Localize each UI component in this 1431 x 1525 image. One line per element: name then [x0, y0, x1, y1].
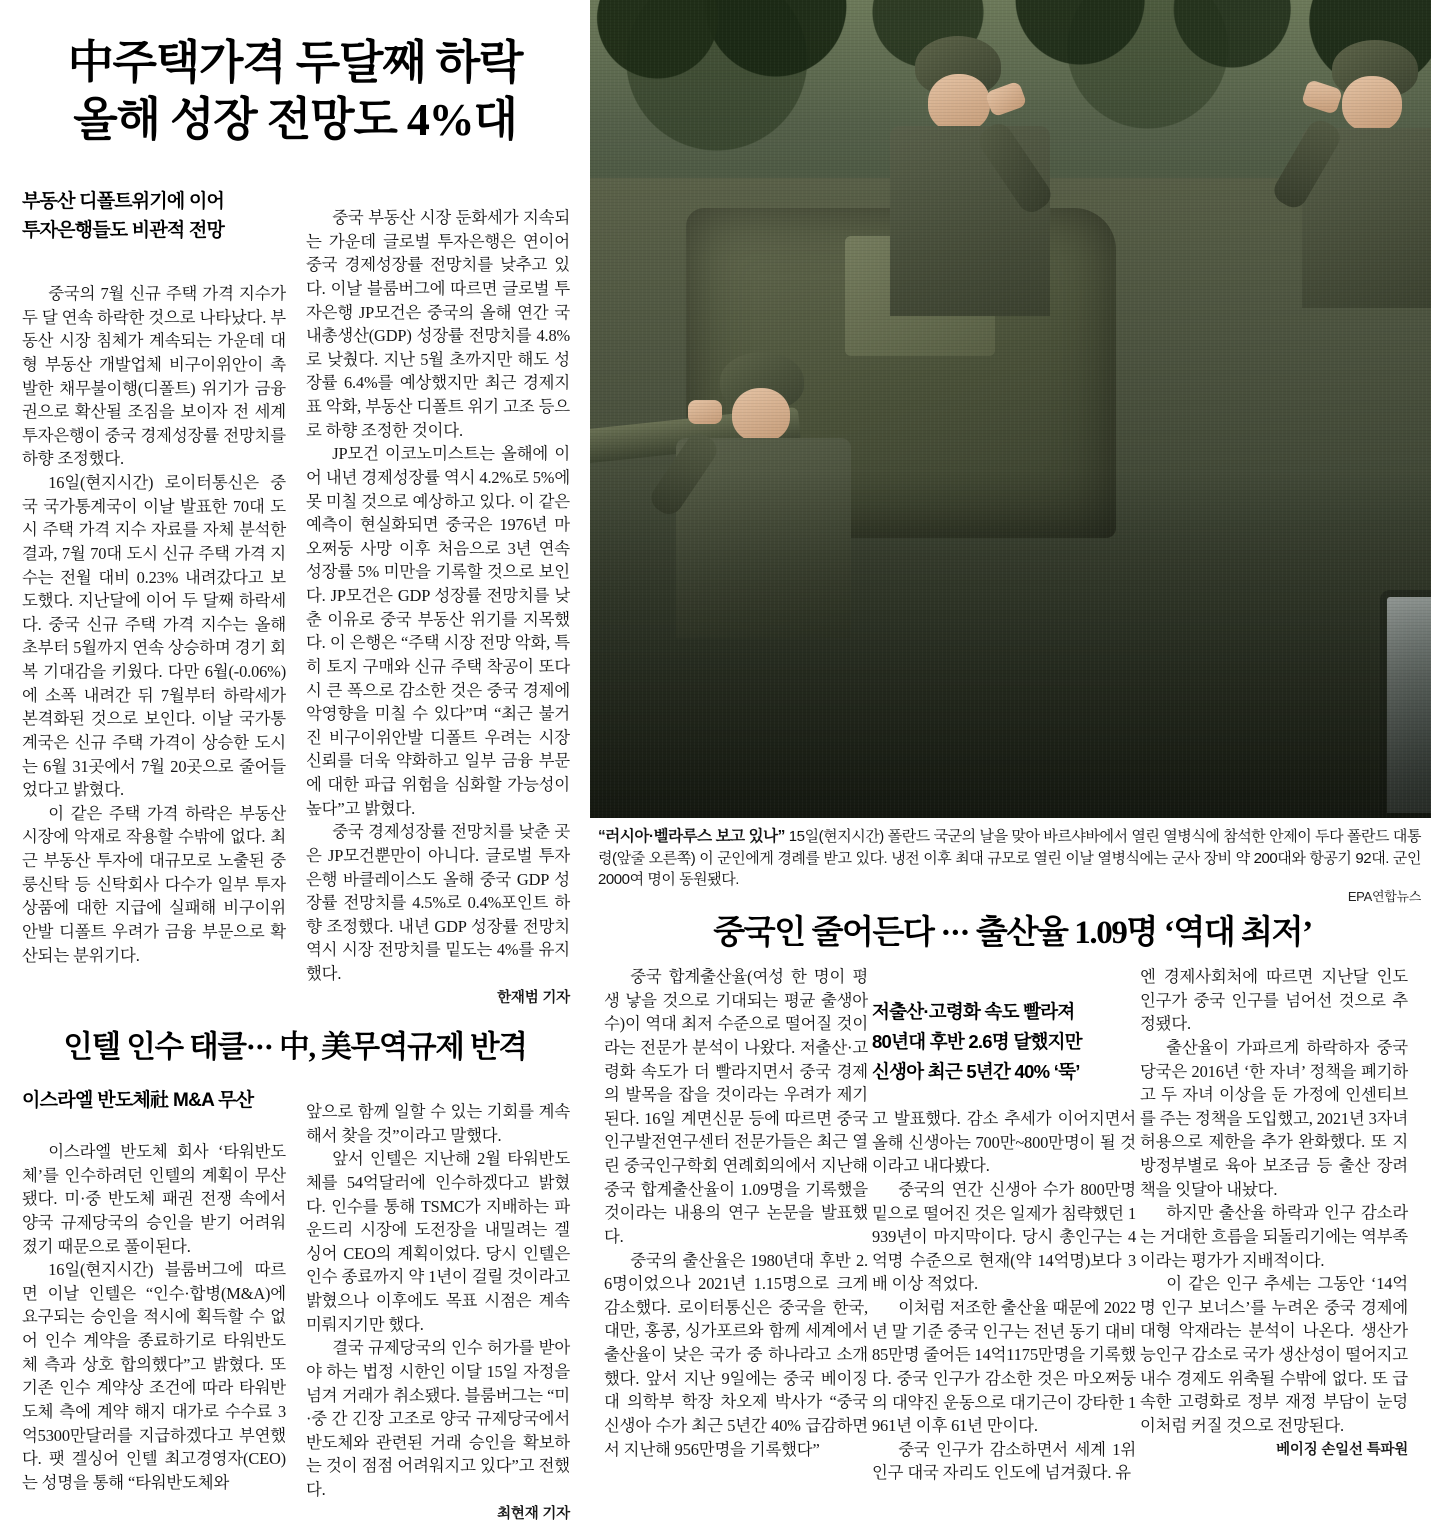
intel-column-1 [22, 1140, 286, 1494]
intel-headline: 인텔 인수 태클··· 中, 美무역규제 반격 [63, 1030, 527, 1064]
caption-body: 15일(현지시간) 폴란드 국군의 날을 맞아 바르샤바에서 열린 열병식에 참석한 안제이 두다 폴란드 대통령(앞줄 오른쪽) 이 군인에게 경례를 받고 있다. 냉전 이후 최대 규모로 열린 이날 열병식에는 군사 장비 약 200대와 항공기 92대. 군인 2000여 명이 동원됐다. [598, 828, 1421, 889]
photo-grain [590, 0, 1431, 818]
paragraph: 이스라엘 반도체 회사 ‘타워반도체’를 인수하려던 인텔의 계획이 무산됐다. 미·중 반도체 패권 전쟁 속에서 양국 규제당국의 승인을 받기 어려워졌기 때문으로 풀이된다. [22, 1142, 286, 1256]
paragraph: 이 같은 주택 가격 하락은 부동산 시장에 악재로 작용할 수밖에 없다. 최근 부동산 투자에 대규모로 노출된 중룽신탁 등 신탁회사 다수가 일부 투자 상품에 대한 지급에 실패해 비구이위안발 디폴트 우려가 금융 부문으로 확산되는 분위기다. [22, 803, 286, 965]
birthrate-headline: 중국인 줄어든다 ··· 출산율 1.09명 ‘역대 최저’ [713, 915, 1312, 951]
paragraph: 엔 경제사회처에 따르면 지난달 인도 인구가 중국 인구를 넘어선 것으로 추정됐다. [1140, 967, 1408, 1034]
top-article-column-2 [306, 206, 570, 1009]
paragraph: 중국 인구가 감소하면서 세계 1위 인구 대국 자리도 인도에 넘겨줬다. 유 [872, 1439, 1136, 1483]
paragraph: 중국 부동산 시장 둔화세가 지속되는 가운데 글로벌 투자은행은 연이어 중국 경제성장률 전망치를 낮추고 있다. 이날 블룸버그에 따르면 글로벌 투자은행 JP모건은 중국의 올해 연간 국내총생산(GDP) 성장률 전망치를 4.8%로 낮췄다. 지난 5월 초까지만 해도 성장률 6.4%를 예상했지만 최근 경제지표 악화, 부동산 디폴트 위기 고조 등으로 하향 조정한 것이다. [306, 208, 570, 440]
paragraph: 이처럼 저조한 출산율 때문에 2022년 말 기준 중국 인구는 전년 동기 대비 85만명 줄어든 14억1175만명을 기록했다. 중국 인구가 감소한 것은 마오쩌둥의 대약진 운동으로 대기근이 강타한 1961년 이후 61년 만이다. [872, 1298, 1136, 1436]
top-article-deck-line-1: 부동산 디폴트위기에 이어 [22, 191, 225, 213]
photo-credit: EPA연합뉴스 [1347, 889, 1421, 904]
main-headline [22, 34, 568, 148]
paragraph: 고 발표했다. 감소 추세가 이어지면서 올해 신생아는 700만~800만명이 될 것이라고 내다봤다. [872, 1109, 1136, 1176]
paragraph: 이 같은 인구 추세는 그동안 ‘14억명 인구 보너스’를 누려온 중국 경제에 대형 악재라는 분석이 나온다. 생산가능인구 감소로 국가 생산성이 떨어지고 내수 경제도 위축될 수밖에 없다. 또 급속한 고령화로 정부 재정 부담이 눈덩이처럼 커질 것으로 전망된다. [1140, 1274, 1408, 1435]
birthrate-column-2 [872, 1107, 1136, 1485]
paragraph: 중국의 연간 신생아 수가 800만명 밑으로 떨어진 것은 일제가 침략했던 1939년이 마지막이다. 당시 총인구는 4억명 수준으로 현재(약 14억명)보다 3배 이상 적었다. [872, 1179, 1136, 1294]
photo-scene [590, 0, 1431, 818]
paragraph: JP모건 이코노미스트는 올해에 이어 내년 경제성장률 역시 4.2%로 5%에 못 미칠 것으로 예상하고 있다. 이 같은 예측이 현실화되면 중국은 1976년 마오쩌둥 사망 이후 처음으로 3년 연속 성장률 5% 미만을 기록할 것으로 보인다. JP모건은 GDP 성장률 전망치를 낮춘 이유로 중국 부동산 위기를 지목했다. 이 은행은 “주택 시장 전망 악화, 특히 토지 구매와 신규 주택 착공이 또다시 큰 폭으로 감소한 것은 중국 경제에 악영향을 미칠 수 있다”며 “최근 불거진 비구이위안발 디폴트 우려는 시장 신뢰를 더욱 약화하고 일부 금융 부문에 대한 파급 위험을 심화할 가능성이 높다”고 밝혔다. [306, 444, 570, 818]
top-article-deck [22, 188, 290, 245]
paragraph: 하지만 출산율 하락과 인구 감소라는 거대한 흐름을 되돌리기에는 역부족이라는 평가가 지배적이다. [1140, 1203, 1408, 1270]
intel-deck: 이스라엘 반도체社 M&A 무산 [22, 1090, 254, 1111]
top-article-deck-line-2: 투자은행들도 비관적 전망 [22, 219, 225, 241]
birthrate-deck-line-3: 신생아 최근 5년간 40% ‘뚝’ [872, 1060, 1080, 1082]
top-article-column-1 [22, 282, 286, 967]
parade-photo [590, 0, 1431, 818]
intel-byline: 최현재 기자 [497, 1505, 570, 1522]
paragraph: 16일(현지시간) 로이터통신은 중국 국가통계국이 이날 발표한 70대 도시 주택 가격 지수 자료를 자체 분석한 결과, 7월 70대 도시 신규 주택 가격 지수는 전월 대비 0.23% 내려갔다고 보도했다. 지난달에 이어 두 달째 하락세다. 중국 신규 주택 가격 지수는 올해 초부터 5월까지 연속 상승하며 경기 회복 기대감을 키웠다. 다만 6월(-0.06%)에 소폭 내려간 뒤 7월부터 하락세가 본격화된 것으로 보인다. 이날 국가통계국은 신규 주택 가격이 상승한 도시는 6월 31곳에서 7월 20곳으로 줄어들었다고 밝혔다. [22, 473, 286, 800]
main-headline-line-1: 中주택가격 두달째 하락 [67, 37, 523, 88]
main-headline-line-2: 올해 성장 전망도 4%대 [73, 94, 517, 146]
paragraph: 중국의 출산율은 1980년대 후반 2.6명이었으나 2021년 1.15명으로 크게 감소했다. 로이터통신은 중국을 한국, 대만, 홍콩, 싱가포르와 함께 세계에서 출산율이 낮은 국가 중 하나라고 소개했다. 앞서 지난 9일에는 중국 베이징대 의학부 학장 차오제 박사가 “중국 신생아 수가 최근 5년간 40% 급감하면서 지난해 956만명을 기록했다” [604, 1250, 868, 1459]
paragraph: 중국 합계출산율(여성 한 명이 평생 낳을 것으로 기대되는 평균 출생아 수)이 역대 최저 수준으로 떨어질 것이라는 전문가 분석이 나왔다. 저출산·고령화 속도가 더 빨라지면서 중국 경제의 발목을 잡을 것이라는 우려가 제기된다. 16일 계면신문 등에 따르면 중국인구발전연구센터 전문가들은 최근 열린 중국인구학회 연례회의에서 지난해 중국 합계출산율이 1.09명을 기록했을 것이라는 내용의 연구 논문을 발표했다. [604, 967, 868, 1246]
intel-column-2 [306, 1100, 570, 1525]
paragraph: 앞으로 함께 일할 수 있는 기회를 계속해서 찾을 것”이라고 말했다. [306, 1102, 570, 1145]
photo-caption [590, 826, 1431, 891]
birthrate-column-1 [604, 965, 868, 1461]
birthrate-deck-line-2: 80년대 후반 2.6명 달했지만 [872, 1030, 1082, 1052]
paragraph: 16일(현지시간) 블룸버그에 따르면 이날 인텔은 “인수·합병(M&A)에 요구되는 승인을 적시에 획득할 수 없어 인수 계약을 종료하기로 타워반도체 측과 상호 합의했다”고 밝혔다. 또 기존 인수 계약상 조건에 따라 타워반도체 측에 계약 해지 대가로 수수료 3억5300만달러를 지급하겠다고 부연했다. 팻 겔싱어 인텔 최고경영자(CEO)는 성명을 통해 “타워반도체와 [22, 1260, 286, 1492]
birthrate-column-3 [1140, 965, 1408, 1460]
top-article-byline: 한재범 기자 [497, 989, 570, 1006]
paragraph: 출산율이 가파르게 하락하자 중국 당국은 2016년 ‘한 자녀’ 정책을 폐기하고 두 자녀 이상을 둔 가정에 인센티브를 주는 정책을 도입했고, 2021년 3자녀 허용으로 제한을 추가 완화했다. 또 지방정부별로 육아 보조금 등 출산 장려책을 잇달아 내놨다. [1140, 1037, 1408, 1199]
paragraph: 결국 규제당국의 인수 허가를 받아야 하는 법정 시한인 이달 15일 자정을 넘겨 거래가 취소됐다. 블룸버그는 “미·중 간 긴장 고조로 양국 규제당국에서 반도체와 관련된 거래 승인을 확보하는 것이 점점 어려워지고 있다”고 전했다. [306, 1338, 570, 1499]
paragraph: 중국의 7월 신규 주택 가격 지수가 두 달 연속 하락한 것으로 나타났다. 부동산 시장 침체가 계속되는 가운데 대형 부동산 개발업체 비구이위안이 촉발한 채무불이행(디폴트) 위기가 금융권으로 확산될 조짐을 보이자 전 세계 투자은행이 중국 경제성장률 전망치를 하향 조정했다. [22, 284, 286, 469]
birthrate-byline: 베이징 손일선 특파원 [1276, 1441, 1408, 1458]
paragraph: 앞서 인텔은 지난해 2월 타워반도체를 54억달러에 인수하겠다고 밝혔다. 인수를 통해 TSMC가 지배하는 파운드리 시장에 도전장을 내밀려는 겔싱어 CEO의 계획이었다. 당시 인텔은 인수 종료까지 약 1년이 걸릴 것이라고 밝혔으나 이후에도 목표 시점은 계속 미뤄지기만 했다. [306, 1149, 570, 1334]
paragraph: 중국 경제성장률 전망치를 낮춘 곳은 JP모건뿐만이 아니다. 글로벌 투자은행 바클레이스도 올해 중국 GDP 성장률 전망치를 4.5%로 0.4%포인트 하향 조정했다. 내년 GDP 성장률 전망치 역시 시장 전망치를 밑도는 4%를 유지했다. [306, 822, 570, 983]
birthrate-deck-line-1: 저출산·고령화 속도 빨라져 [872, 1001, 1075, 1022]
birthrate-deck [872, 997, 1136, 1087]
caption-lead: “러시아·벨라루스 보고 있나” [598, 828, 785, 845]
